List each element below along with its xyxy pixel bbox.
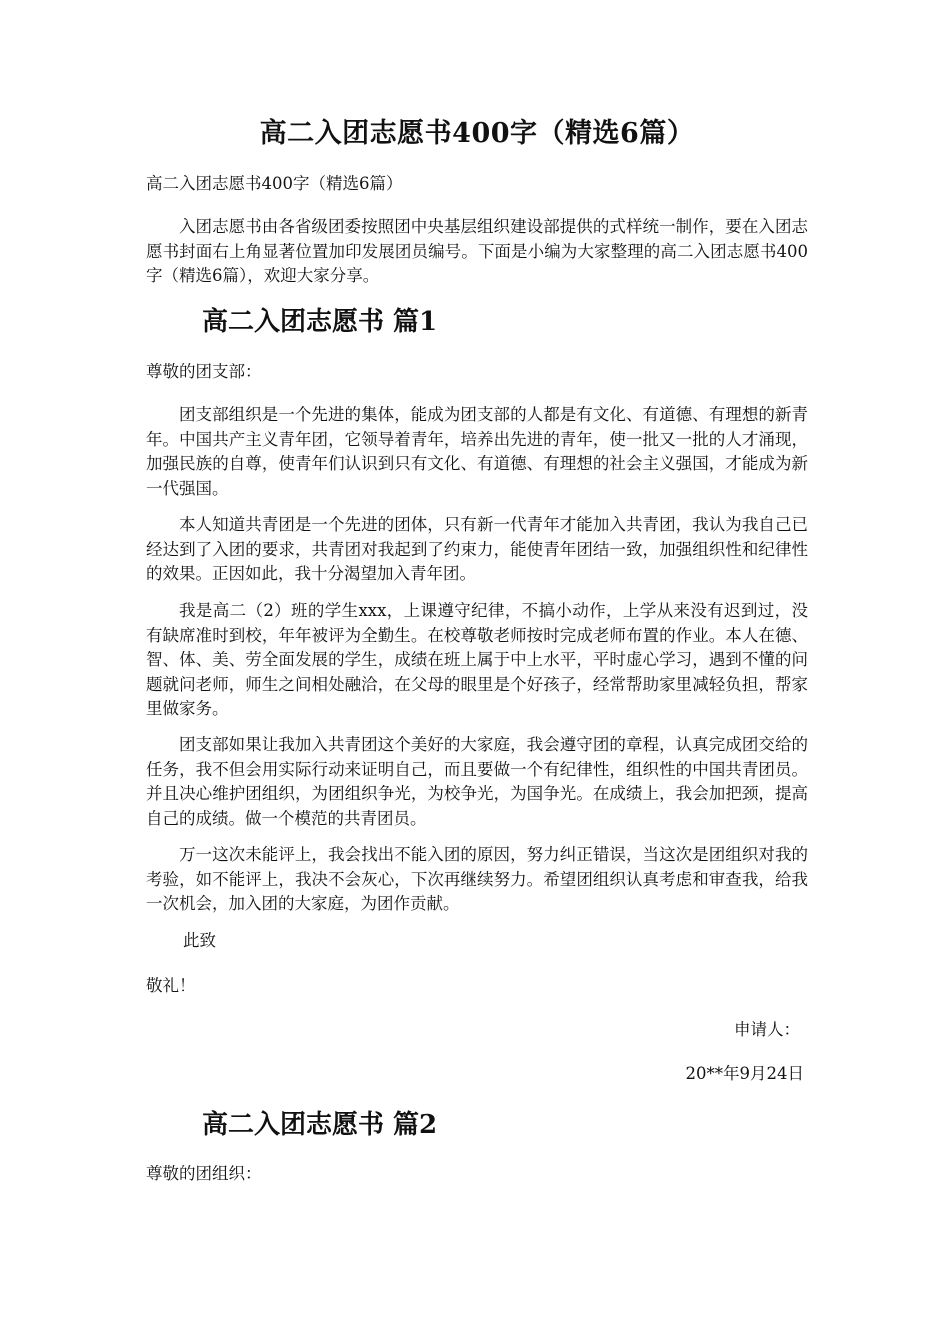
- section-1-heading: 高二入团志愿书 篇1: [202, 307, 438, 337]
- regards-text: 敬礼！: [146, 976, 196, 995]
- applicant-label: 申请人：: [734, 1020, 800, 1039]
- section-1-paragraph-4: 团支部如果让我加入共青团这个美好的大家庭，我会遵守团的章程，认真完成团交给的任务，我不但会用实际行动来证明自己，而且要做一个有纪律性，组织性的中国共青团员。并且决心维护团组织，为团组织争光，为校争光，为国争光。在成绩上，我会加把颈，提高自己的成绩。做一个模范的共青团员。: [146, 735, 808, 828]
- section-1-paragraph-2: 本人知道共青团是一个先进的团体，只有新一代青年才能加入共青团，我认为我自己已经达到了入团的要求，共青团对我起到了约束力，能使青年团结一致，加强组织性和纪律性的效果。正因如此，我十分渴望加入青年团。: [146, 515, 808, 583]
- section-2-heading: 高二入团志愿书 篇2: [202, 1110, 438, 1140]
- closing-text: 此致: [183, 931, 216, 950]
- document-subtitle: 高二入团志愿书400字（精选6篇）: [146, 174, 403, 193]
- section-1-paragraph-3: 我是高二（2）班的学生xxx，上课遵守纪律，不搞小动作，上学从来没有迟到过，没有缺席准时到校，年年被评为全勤生。在校尊敬老师按时完成老师布置的作业。本人在德、智、体、美、劳全面发展的学生，成绩在班上属于中上水平，平时虚心学习，遇到不懂的问题就问老师，师生之间相处融洽，在父母的眼里是个好孩子，经常帮助家里减轻负担，帮家里做家务。: [146, 601, 808, 718]
- section-1-salutation: 尊敬的团支部：: [146, 362, 262, 381]
- section-1-paragraph-5: 万一这次未能评上，我会找出不能入团的原因，努力纠正错误，当这次是团组织对我的考验，如不能评上，我决不会灰心，下次再继续努力。希望团组织认真考虑和审查我，给我一次机会，加入团的大家庭，为团作贡献。: [146, 845, 808, 913]
- section-2-salutation: 尊敬的团组织：: [146, 1164, 262, 1183]
- section-1-paragraph-1: 团支部组织是一个先进的集体，能成为团支部的人都是有文化、有道德、有理想的新青年。中国共产主义青年团，它领导着青年，培养出先进的青年，使一批又一批的人才涌现，加强民族的自尊，使青年们认识到只有文化、有道德、有理想的社会主义强国，才能成为新一代强国。: [146, 405, 808, 498]
- intro-paragraph: 入团志愿书由各省级团委按照团中央基层组织建设部提供的式样统一制作，要在入团志愿书封面右上角显著位置加印发展团员编号。下面是小编为大家整理的高二入团志愿书400字（精选6篇），欢迎大家分享。: [146, 217, 808, 285]
- letter-date: 20**年9月24日: [685, 1064, 804, 1083]
- document-title: 高二入团志愿书400字（精选6篇）: [259, 118, 695, 149]
